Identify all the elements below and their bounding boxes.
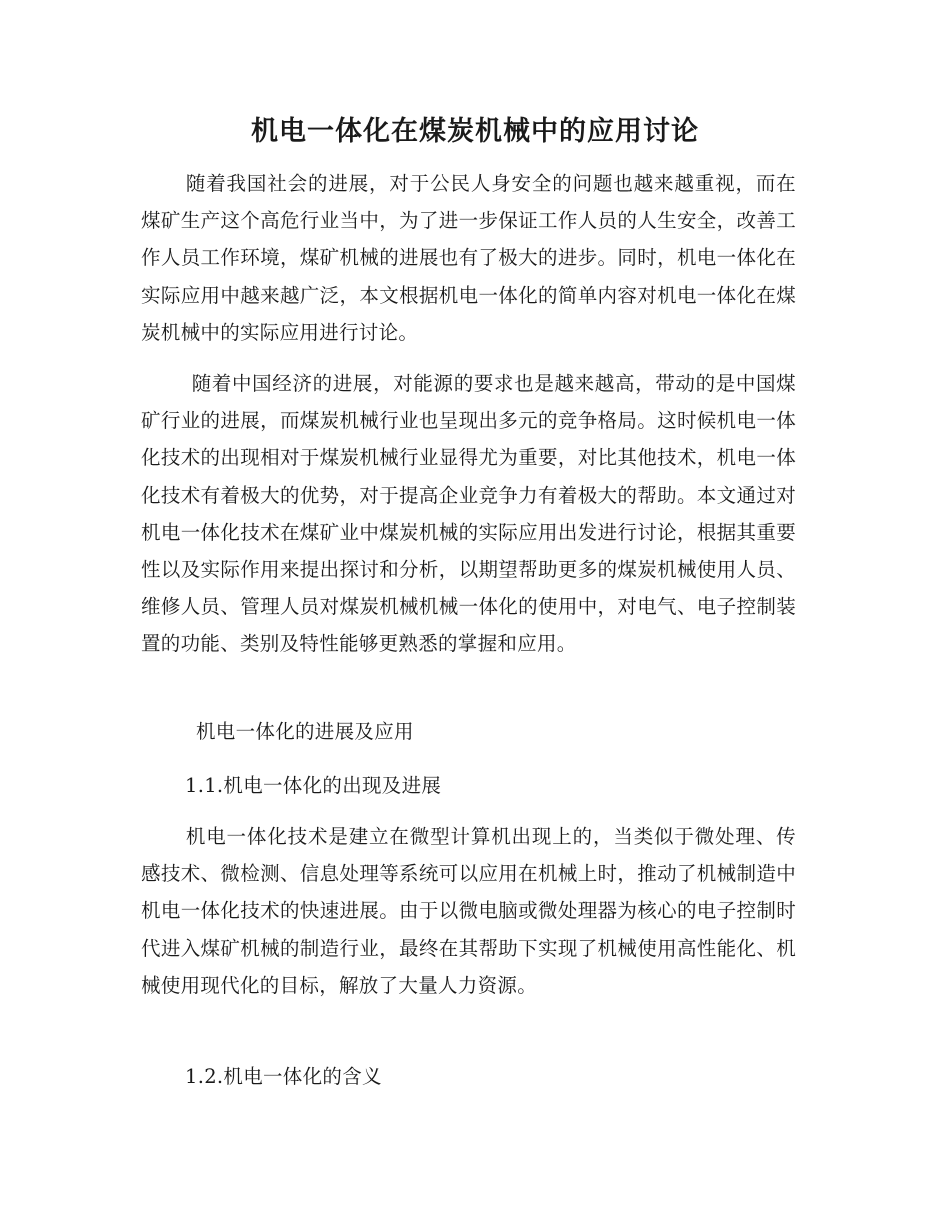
subsection-heading-1-2: 1.2.机电一体化的含义 (185, 1065, 382, 1088)
subsection-heading-1-1: 1.1.机电一体化的出现及进展 (185, 774, 442, 797)
document-title: 机电一体化在煤炭机械中的应用讨论 (251, 116, 699, 147)
section-heading: 机电一体化的进展及应用 (196, 720, 414, 743)
abstract-paragraph: 随着我国社会的进展，对于公民人身安全的问题也越来越重视，而在煤矿生产这个高危行业当中，为了进一步保证工作人员的人生安全，改善工作人员工作环境，煤矿机械的进展也有了极大的进步。同时，机电一体化在实际应用中越来越广泛，本文根据机电一体化的简单内容对机电一体化在煤炭机械中的实际应用进行讨论。 (141, 172, 796, 344)
paragraph-1-1: 机电一体化技术是建立在微型计算机出现上的，当类似于微处理、传感技术、微检测、信息处理等系统可以应用在机械上时，推动了机械制造中机电一体化技术的快速进展。由于以微电脑或微处理器为核心的电子控制时代进入煤矿机械的制造行业，最终在其帮助下实现了机械使用高性能化、机械使用现代化的目标，解放了大量人力资源。 (141, 825, 796, 997)
intro-paragraph: 随着中国经济的进展，对能源的要求也是越来越高，带动的是中国煤矿行业的进展，而煤炭机械行业也呈现出多元的竞争格局。这时候机电一体化技术的出现相对于煤炭机械行业显得尤为重要，对比其他技术，机电一体化技术有着极大的优势，对于提高企业竞争力有着极大的帮助。本文通过对机电一体化技术在煤矿业中煤炭机械的实际应用出发进行讨论，根据其重要性以及实际作用来提出探讨和分析，以期望帮助更多的煤炭机械使用人员、维修人员、管理人员对煤炭机械机械一体化的使用中，对电气、电子控制装置的功能、类别及特性能够更熟悉的掌握和应用。 (141, 372, 796, 656)
